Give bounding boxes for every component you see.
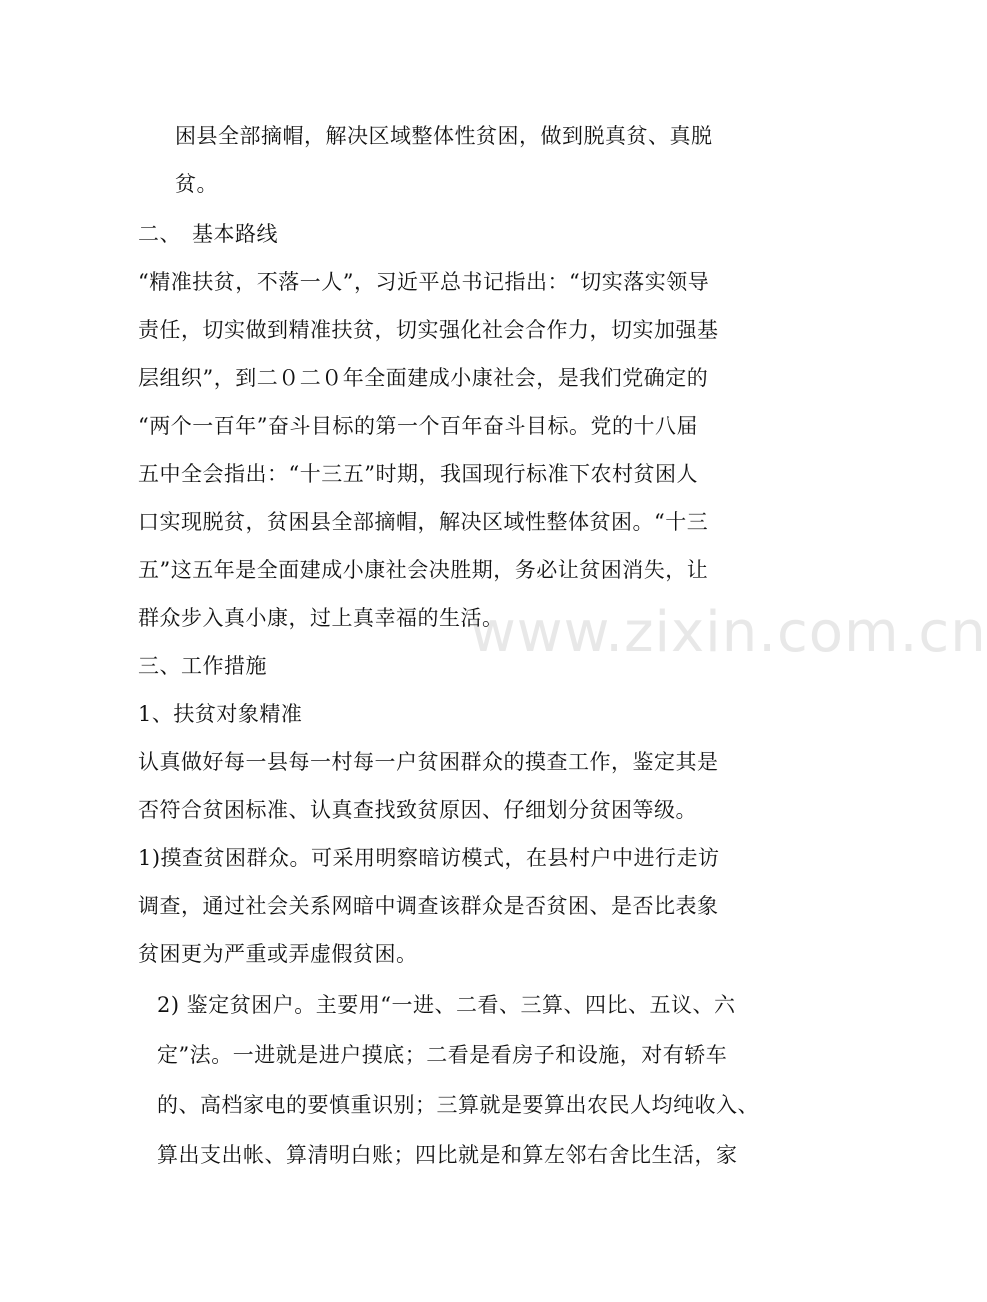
- text-line: 贫困更为严重或弄虚假贫困。: [138, 942, 418, 966]
- text-line: 算出支出帐、算清明白账；四比就是和算左邻右舍比生活，家: [157, 1143, 738, 1167]
- text-line: 五”这五年是全面建成小康社会决胜期，务必让贫困消失，让: [138, 558, 709, 582]
- text-line: 调查，通过社会关系网暗中调查该群众是否贫困、是否比表象: [138, 894, 719, 918]
- text-line: “两个一百年”奋斗目标的第一个百年奋斗目标。党的十八届: [138, 414, 698, 438]
- text-line: “精准扶贫，不落一人”，习近平总书记指出：“切实落实领导: [138, 270, 710, 294]
- section-heading: 二、 基本路线: [138, 222, 278, 246]
- text-line: 1)摸查贫困群众。可采用明察暗访模式，在县村户中进行走访: [138, 846, 720, 870]
- text-line: 定”法。一进就是进户摸底；二看是看房子和设施，对有轿车: [157, 1043, 728, 1067]
- text-line: 层组织”，到二０二０年全面建成小康社会，是我们党确定的: [138, 366, 709, 390]
- text-line: 口实现脱贫，贫困县全部摘帽，解决区域性整体贫困。“十三: [138, 510, 709, 534]
- text-line: 责任，切实做到精准扶贫，切实强化社会合作力，切实加强基: [138, 318, 719, 342]
- text-line: 贫。: [175, 172, 218, 196]
- section-heading: 三、工作措施: [138, 654, 267, 678]
- text-line: 困县全部摘帽，解决区域整体性贫困，做到脱真贫、真脱: [175, 124, 713, 148]
- subsection-heading: 1、扶贫对象精准: [138, 702, 303, 726]
- text-line: 的、高档家电的要慎重识别；三算就是要算出农民人均纯收入、: [157, 1093, 759, 1117]
- text-line: 2) 鉴定贫困户。主要用“一进、二看、三算、四比、五议、六: [157, 993, 736, 1017]
- watermark: www.zixin.com.cn: [470, 600, 987, 665]
- text-line: 群众步入真小康，过上真幸福的生活。: [138, 606, 504, 630]
- text-line: 认真做好每一县每一村每一户贫困群众的摸查工作，鉴定其是: [138, 750, 719, 774]
- text-line: 五中全会指出：“十三五”时期，我国现行标准下农村贫困人: [138, 462, 698, 486]
- text-line: 否符合贫困标准、认真查找致贫原因、仔细划分贫困等级。: [138, 798, 697, 822]
